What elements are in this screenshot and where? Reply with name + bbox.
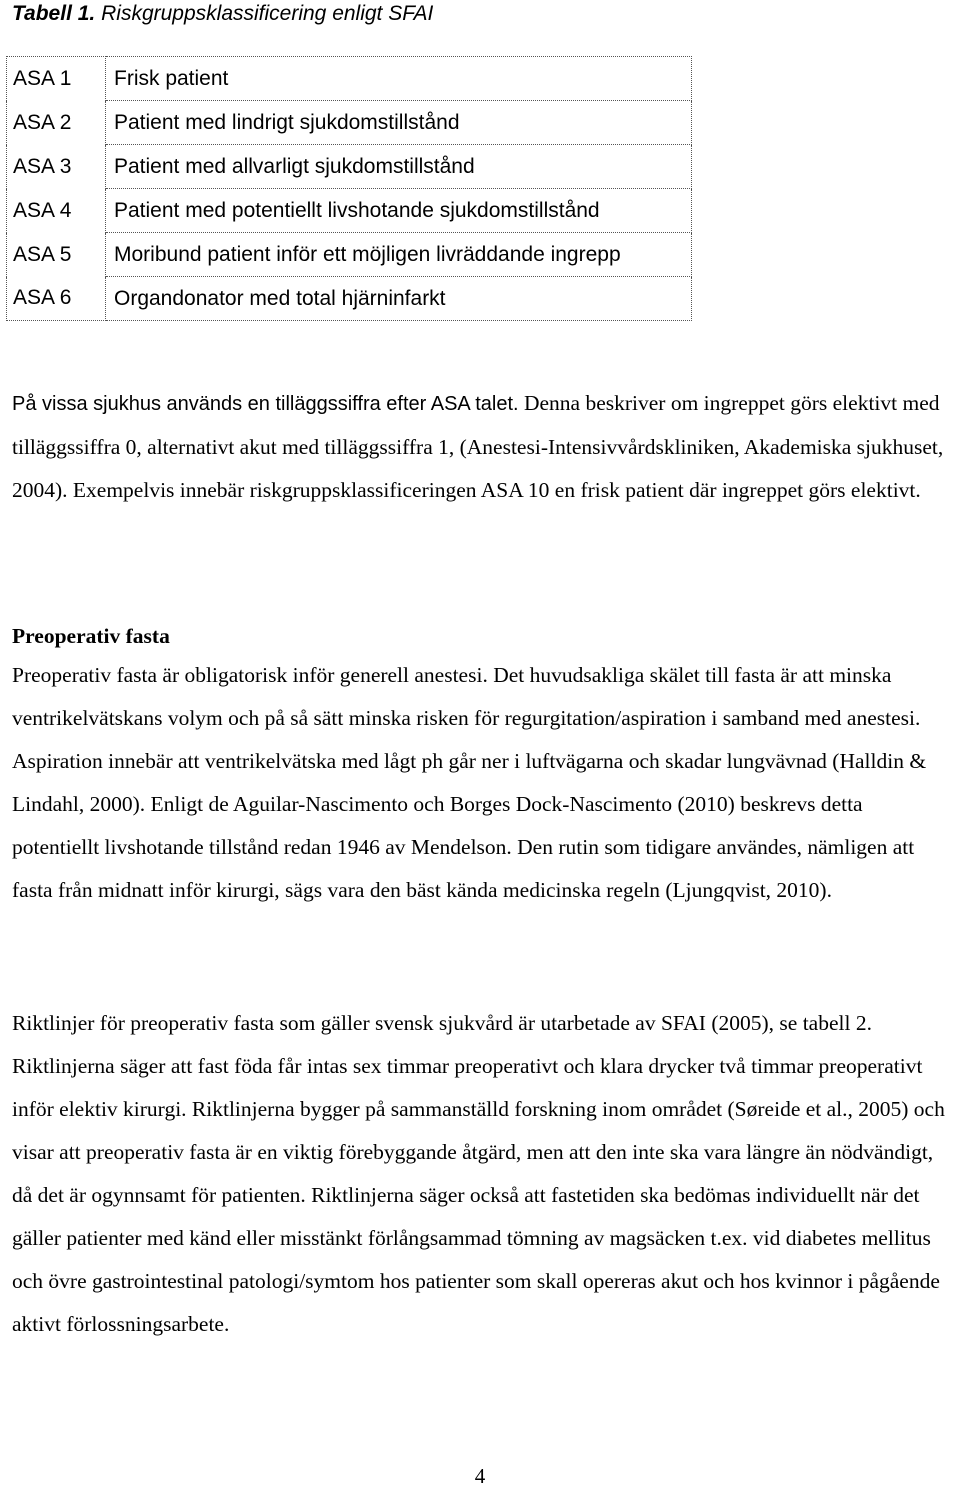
asa-description: Patient med lindrigt sjukdomstillstånd bbox=[106, 101, 692, 145]
paragraph-lead-sentence: På vissa sjukhus används en tilläggssiffra efter ASA talet. bbox=[12, 393, 519, 415]
asa-code: ASA 4 bbox=[7, 189, 106, 233]
page-number: 4 bbox=[474, 1464, 486, 1488]
paragraph-guidelines: Riktlinjer för preoperativ fasta som gäller svensk sjukvård är utarbetade av SFAI (2005), se tabell 2. Riktlinjerna säger att fast föda får intas sex timmar preoperativt och klara drycker två timmar preoperativt inför elektiv kirurgi. Riktlinjerna bygger på sammanställd forskning inom området (Søreide et al., 2005) och visar att preoperativ fasta är en viktig förebyggande åtgärd, men att den inte ska vara längre än nödvändigt, då det är ogynnsamt för patienten. Riktlinjerna säger också att fastetiden ska bedömas individuellt när det gäller patienter med känd eller misstänkt förlångsammad tömning av magsäcken t.ex. vid diabetes mellitus och övre gastrointestinal patologi/symtom hos patienter som skall opereras akut och hos kvinnor i pågående aktivt förlossningsarbete. bbox=[12, 1011, 945, 1336]
asa-description: Organdonator med total hjärninfarkt bbox=[106, 277, 692, 321]
asa-description: Moribund patient inför ett möjligen livräddande ingrepp bbox=[106, 233, 692, 277]
asa-description: Frisk patient bbox=[106, 57, 692, 101]
paragraph-body: Denna beskriver om ingreppet görs elektivt med tilläggssiffra 0, alternativt akut med tilläggssiffra 1, (Anestesi-Intensivvårdskliniken, Akademiska sjukhuset, 2004). Exempelvis innebär riskgruppsklassificeringen ASA 10 en frisk patient där ingreppet görs elektivt. bbox=[12, 391, 944, 502]
asa-description: Patient med potentiellt livshotande sjukdomstillstånd bbox=[106, 189, 692, 233]
section-heading: Preoperativ fasta bbox=[12, 624, 170, 648]
asa-description: Patient med allvarligt sjukdomstillstånd bbox=[106, 145, 692, 189]
table-row bbox=[7, 277, 692, 321]
table-caption bbox=[12, 0, 433, 28]
asa-code: ASA 3 bbox=[7, 145, 106, 189]
asa-code: ASA 2 bbox=[7, 101, 106, 145]
paragraph-preoperative-fasting: Preoperativ fasta är obligatorisk inför generell anestesi. Det huvudsakliga skälet till fasta är att minska ventrikelvätskans volym och på så sätt minska risken för regurgitation/aspiration i samband med anestesi. Aspiration innebär att ventrikelvätska med lågt ph går ner i luftvägarna och skadar lungvävnad (Halldin & Lindahl, 2000). Enligt de Aguilar-Nascimento och Borges Dock-Nascimento (2010) beskrevs detta potentiellt livshotande tillstånd redan 1946 av Mendelson. Den rutin som tidigare användes, nämligen att fasta från midnatt inför kirurgi, sägs vara den bäst kända medicinska regeln (Ljungqvist, 2010). bbox=[12, 663, 927, 902]
paragraph-asa-suffix bbox=[12, 382, 952, 512]
table-row bbox=[7, 101, 692, 145]
table-caption-label: Tabell 1. bbox=[12, 2, 96, 25]
table-caption-title: Riskgruppsklassificering enligt SFAI bbox=[101, 2, 434, 25]
table-row bbox=[7, 57, 692, 101]
asa-code: ASA 5 bbox=[7, 233, 106, 277]
asa-code: ASA 6 bbox=[7, 277, 106, 321]
table-row bbox=[7, 233, 692, 277]
asa-classification-table bbox=[6, 56, 692, 321]
table-row bbox=[7, 189, 692, 233]
asa-code: ASA 1 bbox=[7, 57, 106, 101]
table-row bbox=[7, 145, 692, 189]
